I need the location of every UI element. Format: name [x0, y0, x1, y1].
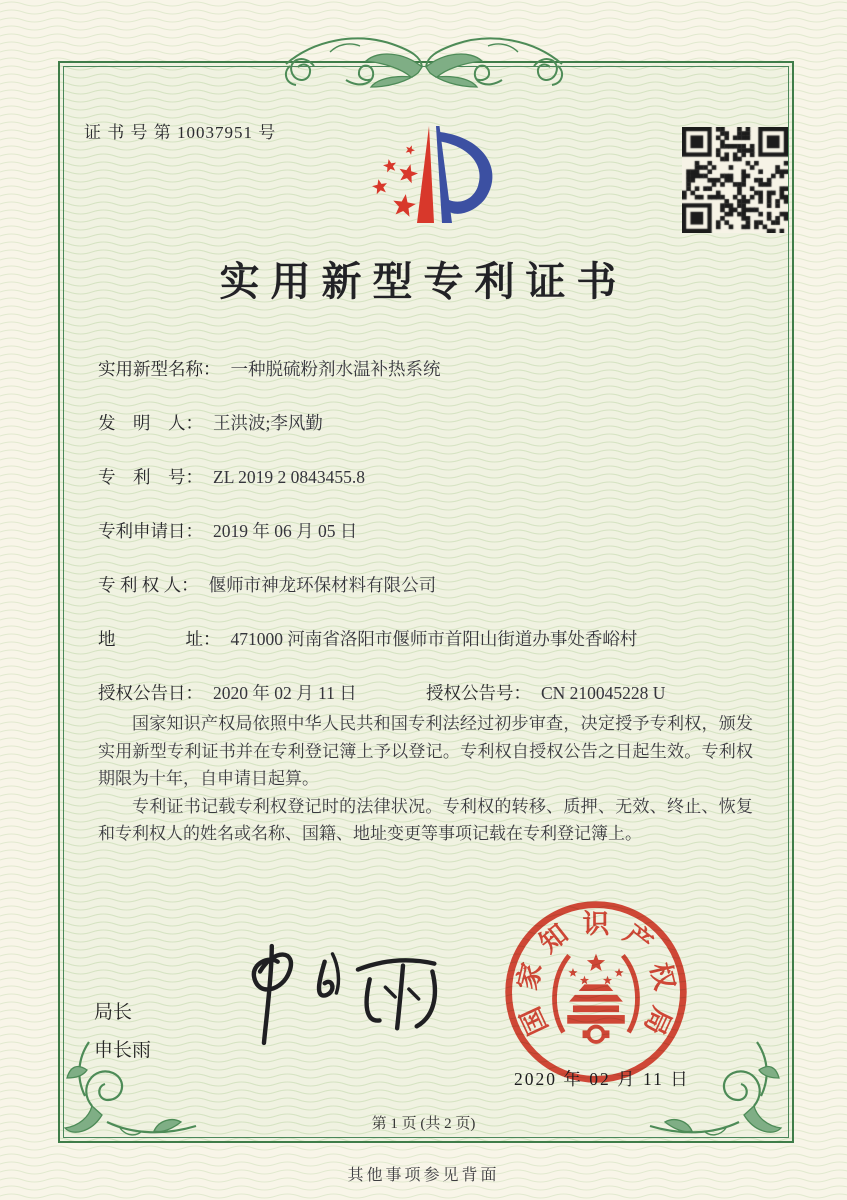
officer-name: 申长雨	[94, 1040, 152, 1061]
field-value: 2019 年 06 月 05 日	[213, 521, 358, 541]
field-value: 一种脱硫粉剂水温补热系统	[230, 359, 441, 379]
field-invention-name	[98, 358, 760, 380]
legal-paragraph-1: 国家知识产权局依照中华人民共和国专利法经过初步审查，决定授予专利权，颁发实用新型专利证书并在专利登记簿上予以登记。专利权自授权公告之日起生效。专利权期限为十年，自申请日起算。	[98, 714, 753, 788]
officer-block	[94, 994, 151, 1070]
field-address	[98, 628, 760, 650]
svg-text:国: 国	[514, 1002, 554, 1040]
handwritten-signature	[215, 938, 450, 1051]
svg-text:知: 知	[533, 918, 574, 959]
officer-title: 局长	[94, 1002, 133, 1023]
field-application-date	[98, 520, 760, 542]
legal-paragraph-2: 专利证书记载专利权登记时的法律状况。专利权的转移、质押、无效、终止、恢复和专利权人的姓名或名称、国籍、地址变更等事项记载在专利登记簿上。	[98, 796, 753, 843]
svg-text:局: 局	[638, 1002, 678, 1040]
field-value: 2020 年 02 月 11 日	[213, 683, 357, 703]
svg-text:权: 权	[644, 959, 681, 993]
logo-star-icon	[400, 164, 419, 183]
certificate-title: 实用新型专利证书	[219, 259, 628, 304]
logo-star-icon	[406, 145, 415, 155]
field-patentee	[98, 574, 760, 596]
field-value: 王洪波;李风勤	[213, 413, 323, 433]
field-value: 偃师市神龙环保材料有限公司	[208, 575, 437, 595]
page-number: 第 1 页 (共 2 页)	[371, 1116, 476, 1132]
field-label: 授权公告日：	[98, 683, 203, 703]
cnipa-patent-logo-icon	[346, 110, 514, 234]
field-grant-row	[98, 682, 760, 704]
svg-text:家: 家	[511, 959, 548, 993]
grant-date-pair	[98, 683, 357, 703]
field-label: 授权公告号：	[426, 683, 531, 703]
svg-text:识: 识	[582, 908, 610, 939]
field-inventors	[98, 412, 760, 434]
field-value: 471000 河南省洛阳市偃师市首阳山街道办事处香峪村	[230, 629, 638, 649]
field-label: 专 利 权 人：	[98, 575, 199, 595]
field-label: 专 利 号：	[98, 467, 203, 487]
field-label: 地 址：	[98, 629, 221, 649]
certificate-fields	[98, 358, 760, 736]
field-label: 实用新型名称：	[98, 359, 221, 379]
back-side-note: 其他事项参见背面	[347, 1167, 500, 1184]
certificate-number: 证 书 号 第 10037951 号	[84, 123, 277, 142]
legal-text	[98, 710, 753, 848]
top-scrollwork-ornament-icon	[284, 24, 564, 102]
logo-star-icon	[383, 159, 396, 172]
qr-code	[682, 127, 788, 233]
logo-star-icon	[393, 194, 416, 217]
field-label: 发 明 人：	[98, 413, 203, 433]
seal-date: 2020 年 02 月 11 日	[514, 1069, 690, 1089]
cnipa-official-seal	[500, 896, 692, 1088]
svg-text:产: 产	[618, 918, 659, 959]
national-emblem-icon	[555, 954, 638, 1042]
field-label: 专利申请日：	[98, 521, 203, 541]
field-patent-number	[98, 466, 760, 488]
field-value: CN 210045228 U	[541, 683, 666, 703]
logo-star-icon	[372, 179, 387, 194]
field-value: ZL 2019 2 0843455.8	[213, 467, 365, 487]
grant-number-pair	[426, 682, 665, 704]
